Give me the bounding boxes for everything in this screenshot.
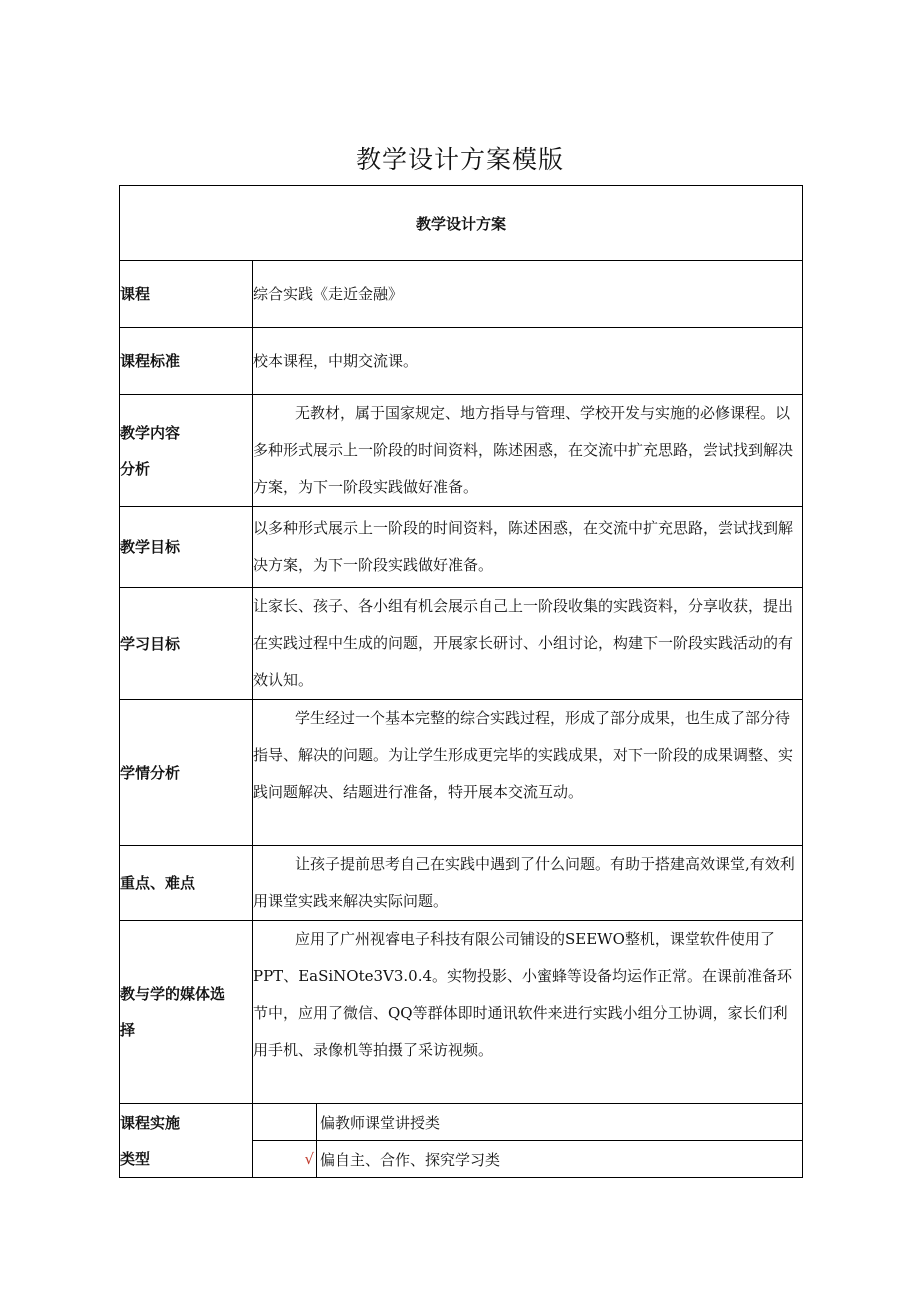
label-line: 择 [120, 1021, 136, 1039]
row-label-key-points: 重点、难点 [120, 846, 253, 921]
value-text: 应用了广州视睿电子科技有限公司铺设的SEEWO整机，课堂软件使用了PPT、EaSiNOte3V3.0.4。实物投影、小蜜蜂等设备均运作正常。在课前准备环节中，应用了微信、QQ等群体即时通讯软件来进行实践小组分工协调，家长们利用手机、录像机等拍摄了采访视频。 [253, 930, 793, 1059]
table-row [120, 328, 803, 395]
row-value-media [253, 921, 803, 1104]
lesson-plan-table [119, 185, 803, 1178]
row-value-teaching-goal: 以多种形式展示上一阶段的时间资料，陈述困惑，在交流中扩充思路，尝试找到解决方案，为下一阶段实践做好准备。 [253, 507, 803, 588]
row-label-implementation-type [120, 1104, 253, 1178]
label-line: 分析 [120, 459, 151, 478]
table-header-row [120, 186, 803, 261]
implementation-options [253, 1104, 803, 1178]
row-value-standard: 校本课程，中期交流课。 [253, 328, 803, 395]
table-header: 教学设计方案 [120, 186, 803, 261]
row-label-standard: 课程标准 [120, 328, 253, 395]
row-label-teaching-goal: 教学目标 [120, 507, 253, 588]
table-row [120, 846, 803, 921]
table-row [120, 507, 803, 588]
option-mark [253, 1104, 317, 1141]
document-title: 教学设计方案模版 [355, 145, 564, 174]
option-text: 偏教师课堂讲授类 [317, 1104, 803, 1141]
table-row [120, 921, 803, 1104]
row-value-content-analysis: 无教材，属于国家规定、地方指导与管理、学校开发与实施的必修课程。以多种形式展示上一阶段的时间资料，陈述困惑，在交流中扩充思路，尝试找到解决方案，为下一阶段实践做好准备。 [253, 395, 803, 507]
table-row [120, 588, 803, 700]
label-line: 课程实施 [120, 1113, 181, 1132]
label-line: 教学内容 [120, 423, 181, 442]
label-line: 教与学的媒体选 [120, 985, 226, 1003]
row-label-content-analysis [120, 395, 253, 507]
label-line: 类型 [120, 1149, 151, 1168]
row-value-learning-goal: 让家长、孩子、各小组有机会展示自己上一阶段收集的实践资料，分享收获，提出在实践过程中生成的问题，开展家长研讨、小组讨论，构建下一阶段实践活动的有效认知。 [253, 588, 803, 700]
table-row [120, 1104, 803, 1178]
row-label-learning-goal: 学习目标 [120, 588, 253, 700]
table-row [120, 700, 803, 846]
table-row [120, 395, 803, 507]
row-label-course: 课程 [120, 261, 253, 328]
row-label-student-analysis: 学情分析 [120, 700, 253, 846]
row-label-media [120, 921, 253, 1104]
check-mark-icon: √ [253, 1141, 317, 1178]
option-row [253, 1104, 802, 1141]
options-table [253, 1104, 802, 1177]
value-text: 学生经过一个基本完整的综合实践过程，形成了部分成果，也生成了部分待指导、解决的问题。为让学生形成更完毕的实践成果，对下一阶段的成果调整、实践问题解决、结题进行准备，特开展本交流互动。 [253, 709, 794, 801]
table-row [120, 261, 803, 328]
option-text: 偏自主、合作、探究学习类 [320, 1150, 501, 1169]
row-value-student-analysis [253, 700, 803, 846]
row-value-key-points: 让孩子提前思考自己在实践中遇到了什么问题。有助于搭建高效课堂,有效利用课堂实践来解决实际问题。 [253, 846, 803, 921]
option-row [253, 1141, 802, 1178]
row-value-course: 综合实践《走近金融》 [253, 261, 803, 328]
